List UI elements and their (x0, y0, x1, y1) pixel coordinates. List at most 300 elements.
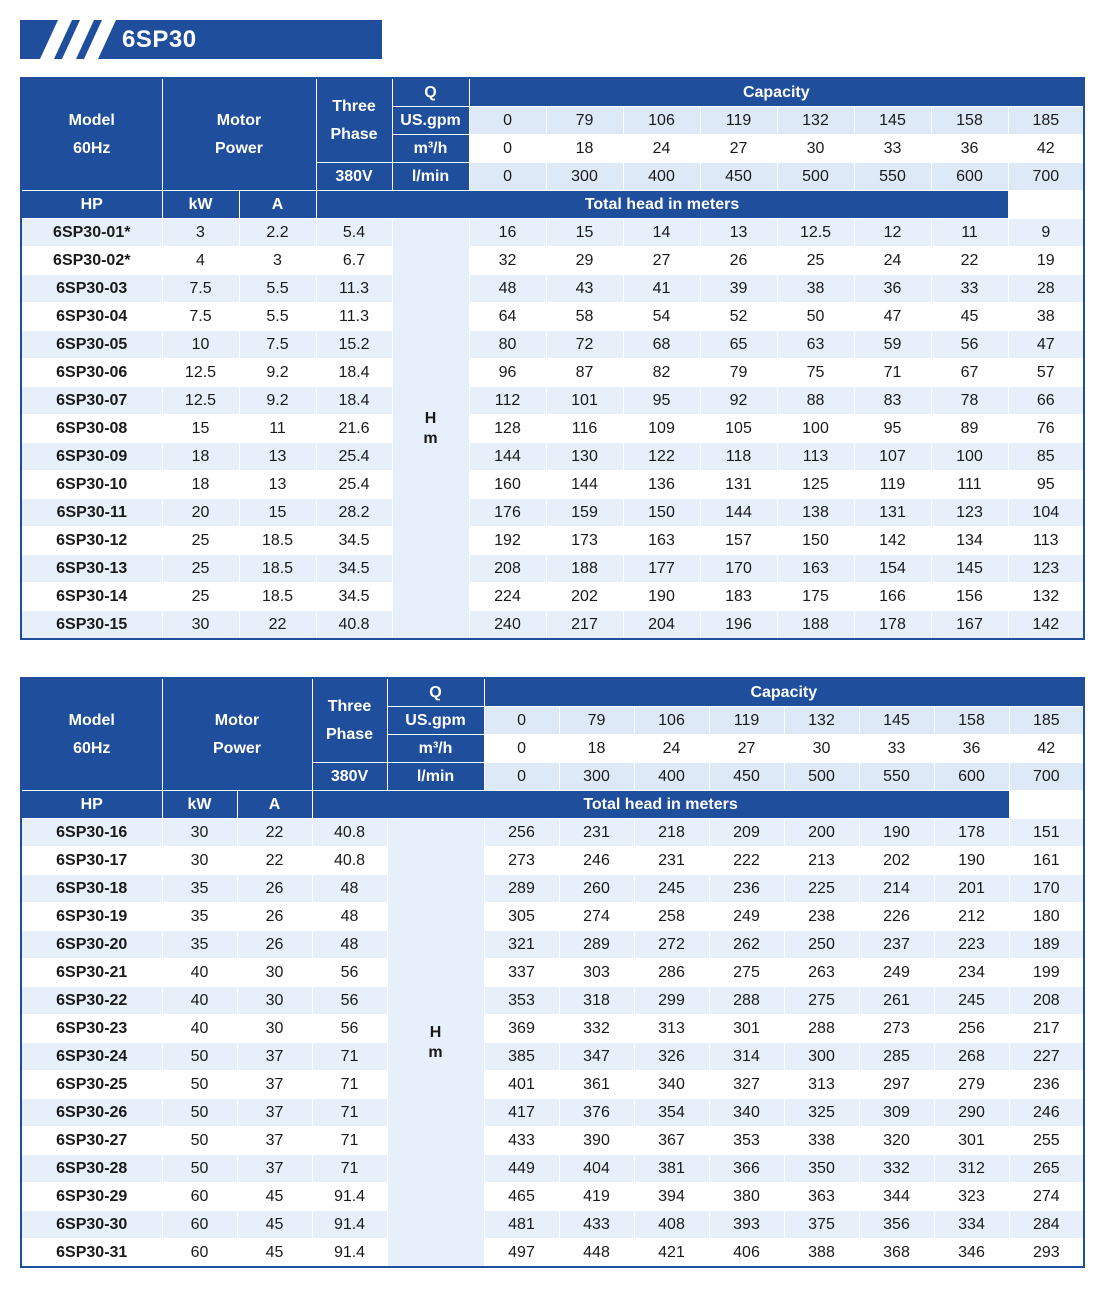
kw-cell: 45 (237, 1239, 312, 1268)
model-cell: 6SP30-10 (21, 471, 162, 499)
head-value-cell: 338 (784, 1127, 859, 1155)
kw-header: kW (162, 791, 237, 819)
capacity-value: 145 (859, 707, 934, 735)
head-value-cell: 50 (777, 303, 854, 331)
head-value-cell: 28 (1008, 275, 1084, 303)
head-value-cell: 9 (1008, 219, 1084, 247)
hp-cell: 7.5 (162, 303, 239, 331)
head-value-cell: 131 (700, 471, 777, 499)
subheader-row (21, 791, 1084, 819)
stripes-decoration (20, 20, 130, 59)
model-cell: 6SP30-08 (21, 415, 162, 443)
amps-cell: 48 (312, 875, 387, 903)
amps-cell: 11.3 (316, 275, 392, 303)
model-hz-label: 60Hz (73, 739, 111, 757)
head-value-cell: 105 (700, 415, 777, 443)
head-value-cell: 24 (854, 247, 931, 275)
hp-cell: 3 (162, 219, 239, 247)
capacity-value: 33 (859, 735, 934, 763)
head-value-cell: 113 (1008, 527, 1084, 555)
table-row (21, 359, 1084, 387)
kw-cell: 7.5 (239, 331, 316, 359)
hp-cell: 35 (162, 931, 237, 959)
motor-power-header (162, 678, 312, 791)
amps-header: A (239, 191, 316, 219)
model-hz-label: 60Hz (73, 139, 111, 157)
head-value-cell: 236 (1009, 1071, 1084, 1099)
head-value-cell: 340 (634, 1071, 709, 1099)
kw-cell: 15 (239, 499, 316, 527)
head-value-cell: 337 (484, 959, 559, 987)
kw-cell: 13 (239, 443, 316, 471)
head-value-cell: 22 (931, 247, 1008, 275)
head-value-cell: 163 (623, 527, 700, 555)
head-value-cell: 275 (709, 959, 784, 987)
head-value-cell: 375 (784, 1211, 859, 1239)
head-value-cell: 144 (469, 443, 546, 471)
head-value-cell: 150 (623, 499, 700, 527)
head-value-cell: 176 (469, 499, 546, 527)
spec-table-2 (20, 677, 1085, 1268)
hp-cell: 60 (162, 1211, 237, 1239)
head-value-cell: 87 (546, 359, 623, 387)
table-row (21, 1239, 1084, 1268)
model-cell: 6SP30-28 (21, 1155, 162, 1183)
kw-cell: 18.5 (239, 583, 316, 611)
model-cell: 6SP30-16 (21, 819, 162, 847)
table-row (21, 247, 1084, 275)
kw-cell: 3 (239, 247, 316, 275)
head-value-cell: 227 (1009, 1043, 1084, 1071)
table-row (21, 903, 1084, 931)
hp-header: HP (21, 191, 162, 219)
model-label: Model (68, 711, 115, 729)
amps-cell: 48 (312, 931, 387, 959)
capacity-value: 300 (559, 763, 634, 791)
head-value-cell: 258 (634, 903, 709, 931)
amps-cell: 40.8 (312, 847, 387, 875)
head-value-cell: 52 (700, 303, 777, 331)
head-value-cell: 128 (469, 415, 546, 443)
head-value-cell: 366 (709, 1155, 784, 1183)
head-value-cell: 323 (934, 1183, 1009, 1211)
head-value-cell: 118 (700, 443, 777, 471)
kw-cell: 11 (239, 415, 316, 443)
head-value-cell: 433 (484, 1127, 559, 1155)
head-value-cell: 107 (854, 443, 931, 471)
power-label: Power (215, 139, 264, 157)
capacity-value: 158 (931, 107, 1008, 135)
head-value-cell: 188 (546, 555, 623, 583)
head-value-cell: 144 (700, 499, 777, 527)
head-value-cell: 68 (623, 331, 700, 359)
head-value-cell: 231 (634, 847, 709, 875)
model-cell: 6SP30-22 (21, 987, 162, 1015)
head-value-cell: 159 (546, 499, 623, 527)
amps-cell: 71 (312, 1127, 387, 1155)
head-value-cell: 260 (559, 875, 634, 903)
capacity-value: 700 (1008, 163, 1084, 191)
model-cell: 6SP30-05 (21, 331, 162, 359)
head-value-cell: 100 (931, 443, 1008, 471)
head-value-cell: 83 (854, 387, 931, 415)
head-value-cell: 92 (700, 387, 777, 415)
model-cell: 6SP30-06 (21, 359, 162, 387)
head-value-cell: 47 (1008, 331, 1084, 359)
kw-cell: 37 (237, 1127, 312, 1155)
header-row (21, 678, 1084, 707)
capacity-value: 33 (854, 135, 931, 163)
kw-cell: 30 (237, 1015, 312, 1043)
head-value-cell: 75 (777, 359, 854, 387)
head-value-cell: 109 (623, 415, 700, 443)
head-value-cell: 249 (859, 959, 934, 987)
page-title: 6SP30 (122, 26, 197, 53)
power-label: Power (213, 739, 262, 757)
head-value-cell: 356 (859, 1211, 934, 1239)
head-value-cell: 71 (854, 359, 931, 387)
head-value-cell: 136 (623, 471, 700, 499)
capacity-value: 27 (709, 735, 784, 763)
h-label: H (424, 409, 437, 427)
capacity-value: 0 (484, 763, 559, 791)
table-row (21, 1183, 1084, 1211)
head-value-cell: 249 (709, 903, 784, 931)
kw-cell: 2.2 (239, 219, 316, 247)
head-value-cell: 286 (634, 959, 709, 987)
capacity-value: 550 (859, 763, 934, 791)
head-value-cell: 201 (934, 875, 1009, 903)
kw-cell: 22 (237, 847, 312, 875)
capacity-value: 18 (546, 135, 623, 163)
head-value-cell: 132 (1008, 583, 1084, 611)
model-header (21, 678, 162, 791)
table-row (21, 527, 1084, 555)
model-cell: 6SP30-29 (21, 1183, 162, 1211)
voltage-label: 380V (316, 163, 392, 191)
capacity-value: 27 (700, 135, 777, 163)
hp-cell: 25 (162, 527, 239, 555)
model-cell: 6SP30-13 (21, 555, 162, 583)
head-value-cell: 393 (709, 1211, 784, 1239)
head-value-cell: 301 (934, 1127, 1009, 1155)
capacity-value: 36 (931, 135, 1008, 163)
head-value-cell: 116 (546, 415, 623, 443)
head-value-cell: 369 (484, 1015, 559, 1043)
hp-cell: 20 (162, 499, 239, 527)
head-value-cell: 41 (623, 275, 700, 303)
head-value-cell: 145 (931, 555, 1008, 583)
amps-cell: 91.4 (312, 1239, 387, 1268)
head-value-cell: 290 (934, 1099, 1009, 1127)
head-value-cell: 58 (546, 303, 623, 331)
m-label: m (428, 1043, 443, 1061)
head-value-cell: 178 (854, 611, 931, 640)
capacity-value: 42 (1009, 735, 1084, 763)
three-label: Three (332, 97, 376, 115)
head-value-cell: 465 (484, 1183, 559, 1211)
head-value-cell: 385 (484, 1043, 559, 1071)
model-cell: 6SP30-01* (21, 219, 162, 247)
kw-cell: 45 (237, 1183, 312, 1211)
kw-cell: 5.5 (239, 303, 316, 331)
head-value-cell: 262 (709, 931, 784, 959)
capacity-value: 18 (559, 735, 634, 763)
hp-cell: 18 (162, 443, 239, 471)
amps-cell: 91.4 (312, 1183, 387, 1211)
head-value-cell: 433 (559, 1211, 634, 1239)
head-value-cell: 131 (854, 499, 931, 527)
amps-cell: 40.8 (312, 819, 387, 847)
table-row (21, 499, 1084, 527)
head-value-cell: 65 (700, 331, 777, 359)
head-value-cell: 237 (859, 931, 934, 959)
table-row (21, 303, 1084, 331)
capacity-value: 0 (484, 735, 559, 763)
model-cell: 6SP30-07 (21, 387, 162, 415)
head-value-cell: 208 (1009, 987, 1084, 1015)
head-value-cell: 190 (859, 819, 934, 847)
head-unit-cell (387, 819, 484, 1268)
head-value-cell: 353 (709, 1127, 784, 1155)
amps-cell: 34.5 (316, 527, 392, 555)
head-value-cell: 208 (469, 555, 546, 583)
capacity-value: 400 (623, 163, 700, 191)
head-value-cell: 419 (559, 1183, 634, 1211)
amps-cell: 21.6 (316, 415, 392, 443)
amps-cell: 56 (312, 987, 387, 1015)
q-header: Q (392, 78, 469, 107)
capacity-value: 36 (934, 735, 1009, 763)
subheader-row (21, 191, 1084, 219)
model-cell: 6SP30-21 (21, 959, 162, 987)
voltage-label: 380V (312, 763, 387, 791)
amps-cell: 15.2 (316, 331, 392, 359)
head-value-cell: 325 (784, 1099, 859, 1127)
head-value-cell: 177 (623, 555, 700, 583)
head-value-cell: 204 (623, 611, 700, 640)
head-value-cell: 309 (859, 1099, 934, 1127)
head-value-cell: 173 (546, 527, 623, 555)
head-value-cell: 95 (854, 415, 931, 443)
head-value-cell: 85 (1008, 443, 1084, 471)
kw-cell: 45 (237, 1211, 312, 1239)
head-value-cell: 119 (854, 471, 931, 499)
hp-cell: 4 (162, 247, 239, 275)
head-value-cell: 261 (859, 987, 934, 1015)
phase-label: Phase (330, 125, 378, 143)
spec-table-1 (20, 77, 1085, 640)
head-value-cell: 16 (469, 219, 546, 247)
unit-label-m3h: m³/h (387, 735, 484, 763)
capacity-value: 132 (777, 107, 854, 135)
head-value-cell: 112 (469, 387, 546, 415)
head-value-cell: 48 (469, 275, 546, 303)
total-head-header: Total head in meters (316, 191, 1008, 219)
head-value-cell: 224 (469, 583, 546, 611)
amps-cell: 71 (312, 1099, 387, 1127)
title-banner (20, 20, 382, 59)
head-value-cell: 222 (709, 847, 784, 875)
hp-cell: 40 (162, 1015, 237, 1043)
hp-cell: 7.5 (162, 275, 239, 303)
kw-cell: 9.2 (239, 387, 316, 415)
hp-cell: 18 (162, 471, 239, 499)
head-value-cell: 100 (777, 415, 854, 443)
head-value-cell: 449 (484, 1155, 559, 1183)
head-value-cell: 14 (623, 219, 700, 247)
head-value-cell: 246 (1009, 1099, 1084, 1127)
model-cell: 6SP30-19 (21, 903, 162, 931)
hp-cell: 50 (162, 1127, 237, 1155)
table-row (21, 611, 1084, 640)
head-value-cell: 340 (709, 1099, 784, 1127)
head-value-cell: 320 (859, 1127, 934, 1155)
head-value-cell: 167 (931, 611, 1008, 640)
head-value-cell: 12 (854, 219, 931, 247)
head-value-cell: 367 (634, 1127, 709, 1155)
head-value-cell: 66 (1008, 387, 1084, 415)
capacity-value: 79 (546, 107, 623, 135)
capacity-value: 600 (934, 763, 1009, 791)
head-value-cell: 250 (784, 931, 859, 959)
m-label: m (423, 429, 438, 447)
head-value-cell: 347 (559, 1043, 634, 1071)
head-value-cell: 47 (854, 303, 931, 331)
head-value-cell: 272 (634, 931, 709, 959)
head-value-cell: 125 (777, 471, 854, 499)
head-value-cell: 160 (469, 471, 546, 499)
capacity-value: 106 (623, 107, 700, 135)
hp-cell: 40 (162, 987, 237, 1015)
head-value-cell: 156 (931, 583, 1008, 611)
hp-cell: 40 (162, 959, 237, 987)
table-row (21, 987, 1084, 1015)
head-value-cell: 268 (934, 1043, 1009, 1071)
head-value-cell: 209 (709, 819, 784, 847)
head-value-cell: 170 (1009, 875, 1084, 903)
head-value-cell: 334 (934, 1211, 1009, 1239)
head-value-cell: 312 (934, 1155, 1009, 1183)
kw-cell: 26 (237, 903, 312, 931)
head-value-cell: 288 (709, 987, 784, 1015)
head-value-cell: 150 (777, 527, 854, 555)
head-value-cell: 361 (559, 1071, 634, 1099)
capacity-value: 550 (854, 163, 931, 191)
head-value-cell: 313 (634, 1015, 709, 1043)
head-value-cell: 354 (634, 1099, 709, 1127)
head-value-cell: 245 (934, 987, 1009, 1015)
capacity-value: 700 (1009, 763, 1084, 791)
table-row (21, 555, 1084, 583)
table-row (21, 443, 1084, 471)
hp-cell: 60 (162, 1239, 237, 1268)
head-value-cell: 45 (931, 303, 1008, 331)
head-value-cell: 142 (854, 527, 931, 555)
motor-power-header (162, 78, 316, 191)
head-value-cell: 256 (934, 1015, 1009, 1043)
model-cell: 6SP30-09 (21, 443, 162, 471)
head-value-cell: 192 (469, 527, 546, 555)
head-value-cell: 196 (700, 611, 777, 640)
capacity-value: 500 (777, 163, 854, 191)
head-value-cell: 166 (854, 583, 931, 611)
hp-cell: 60 (162, 1183, 237, 1211)
amps-cell: 25.4 (316, 443, 392, 471)
unit-label-usgpm: US.gpm (387, 707, 484, 735)
three-label: Three (327, 697, 372, 715)
head-value-cell: 63 (777, 331, 854, 359)
amps-cell: 11.3 (316, 303, 392, 331)
model-header (21, 78, 162, 191)
capacity-value: 185 (1008, 107, 1084, 135)
capacity-value: 500 (784, 763, 859, 791)
head-value-cell: 321 (484, 931, 559, 959)
hp-cell: 10 (162, 331, 239, 359)
amps-cell: 71 (312, 1155, 387, 1183)
capacity-value: 0 (469, 135, 546, 163)
kw-cell: 37 (237, 1099, 312, 1127)
amps-cell: 34.5 (316, 583, 392, 611)
amps-cell: 18.4 (316, 387, 392, 415)
head-value-cell: 200 (784, 819, 859, 847)
head-value-cell: 202 (546, 583, 623, 611)
head-value-cell: 273 (859, 1015, 934, 1043)
head-value-cell: 213 (784, 847, 859, 875)
head-value-cell: 245 (634, 875, 709, 903)
head-value-cell: 318 (559, 987, 634, 1015)
capacity-value: 158 (934, 707, 1009, 735)
hp-cell: 12.5 (162, 359, 239, 387)
head-value-cell: 381 (634, 1155, 709, 1183)
capacity-header: Capacity (484, 678, 1084, 707)
amps-cell: 6.7 (316, 247, 392, 275)
table-row (21, 959, 1084, 987)
kw-cell: 37 (237, 1071, 312, 1099)
head-value-cell: 275 (784, 987, 859, 1015)
hp-cell: 35 (162, 875, 237, 903)
head-value-cell: 344 (859, 1183, 934, 1211)
head-value-cell: 199 (1009, 959, 1084, 987)
phase-label: Phase (325, 725, 374, 743)
kw-cell: 30 (237, 959, 312, 987)
head-value-cell: 274 (1009, 1183, 1084, 1211)
capacity-value: 145 (854, 107, 931, 135)
head-value-cell: 240 (469, 611, 546, 640)
kw-cell: 30 (237, 987, 312, 1015)
hp-cell: 50 (162, 1099, 237, 1127)
amps-cell: 48 (312, 903, 387, 931)
head-value-cell: 154 (854, 555, 931, 583)
head-value-cell: 151 (1009, 819, 1084, 847)
head-value-cell: 353 (484, 987, 559, 1015)
head-value-cell: 175 (777, 583, 854, 611)
hp-cell: 25 (162, 555, 239, 583)
head-value-cell: 67 (931, 359, 1008, 387)
head-value-cell: 217 (1009, 1015, 1084, 1043)
unit-label-lmin: l/min (392, 163, 469, 191)
kw-cell: 37 (237, 1155, 312, 1183)
hp-cell: 35 (162, 903, 237, 931)
head-value-cell: 113 (777, 443, 854, 471)
table-row (21, 1211, 1084, 1239)
model-cell: 6SP30-04 (21, 303, 162, 331)
model-cell: 6SP30-20 (21, 931, 162, 959)
three-phase-header (312, 678, 387, 763)
head-value-cell: 401 (484, 1071, 559, 1099)
head-value-cell: 12.5 (777, 219, 854, 247)
head-value-cell: 226 (859, 903, 934, 931)
